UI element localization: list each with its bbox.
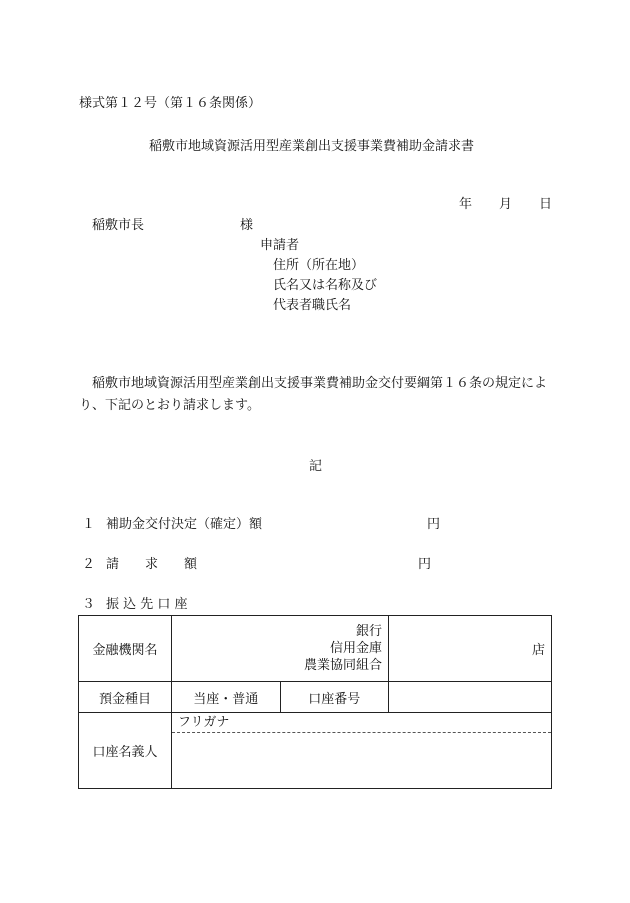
date-year: 年 bbox=[459, 197, 473, 212]
date-month: 月 bbox=[499, 197, 513, 212]
addressee-honorific: 様 bbox=[240, 218, 254, 233]
form-number: 様式第１２号（第１６条関係） bbox=[79, 96, 262, 111]
item-3-number: ３ bbox=[82, 597, 96, 612]
deposit-type-value[interactable]: 当座・普通 bbox=[172, 682, 281, 713]
item-2-label: 請 求 額 bbox=[106, 557, 198, 572]
applicant-representative: 代表者職氏名 bbox=[273, 298, 352, 313]
bank-account-table bbox=[78, 615, 552, 789]
applicant-address: 住所（所在地） bbox=[273, 258, 365, 273]
bank-type-agri-coop: 農業協同組合 bbox=[303, 658, 382, 673]
account-holder-name-field[interactable] bbox=[172, 733, 551, 788]
bank-type-credit-union: 信用金庫 bbox=[329, 641, 382, 656]
branch-cell[interactable] bbox=[389, 616, 552, 682]
account-holder-label: 口座名義人 bbox=[79, 713, 172, 789]
date-day: 日 bbox=[539, 197, 553, 212]
branch-label: 店 bbox=[531, 643, 545, 658]
furigana-field[interactable] bbox=[172, 714, 551, 733]
furigana-label: フリガナ bbox=[178, 714, 230, 730]
item-2-unit: 円 bbox=[418, 557, 432, 572]
item-1-unit: 円 bbox=[427, 517, 441, 532]
applicant-name: 氏名又は名称及び bbox=[273, 278, 378, 293]
item-3-label: 振 込 先 口 座 bbox=[106, 597, 188, 612]
ki-heading: 記 bbox=[309, 459, 323, 474]
applicant-label: 申請者 bbox=[260, 238, 300, 253]
item-1-number: １ bbox=[82, 517, 96, 532]
item-1-label: 補助金交付決定（確定）額 bbox=[106, 517, 263, 532]
item-2-number: ２ bbox=[82, 557, 96, 572]
addressee-name: 稲敷市長 bbox=[92, 218, 145, 233]
account-number-label: 口座番号 bbox=[280, 682, 389, 713]
bank-type-bank: 銀行 bbox=[355, 624, 382, 639]
deposit-type-label: 預金種目 bbox=[79, 682, 172, 713]
institution-label: 金融機関名 bbox=[79, 616, 172, 682]
account-holder-cell bbox=[172, 713, 552, 789]
document-title: 稲敷市地域資源活用型産業創出支援事業費補助金請求書 bbox=[149, 139, 475, 154]
body-text: 稲敷市地域資源活用型産業創出支援事業費補助金交付要綱第１６条の規定により、下記のとおり請求します。 bbox=[79, 376, 548, 413]
account-number-field[interactable] bbox=[389, 682, 552, 713]
institution-types bbox=[172, 616, 389, 682]
